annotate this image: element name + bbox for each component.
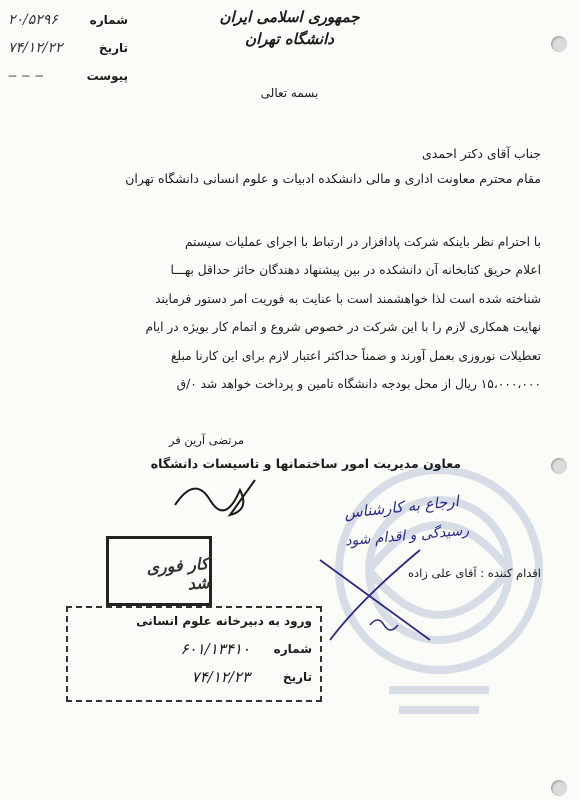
entry-number-label: شماره [273,642,312,656]
urgent-stamp [106,536,212,606]
body-line: با احترام نظر باینکه شرکت پادافزار در ارتباط با اجرای عملیات سیستم [184,235,541,249]
recipient-title: مقام محترم معاونت اداری و مالی دانشکده ادبیات و علوم انسانی دانشگاه تهران [125,171,541,186]
entry-number: ۶۰۱/۱۳۴۱۰ [180,640,250,658]
attachment-label: پیوست [86,69,128,83]
secretariat-entry-stamp [66,606,322,702]
punch-hole [551,780,567,796]
urgent-stamp-text: کار فوری شد [145,554,211,594]
number-label: شماره [89,13,128,27]
date-label: تاریخ [98,41,128,55]
entry-date: ۷۴/۱۲/۲۳ [191,668,250,686]
punch-hole [551,458,567,474]
entry-stamp-title: ورود به دبیرخانه علوم انسانی [136,614,312,628]
handwritten-note: رسیدگی و اقدام شود [344,522,470,550]
recipient-name: جناب آقای دکتر احمدی [422,146,541,161]
signatory-name: مرتضی آرین فر [168,433,244,447]
invocation: بسمه تعالی [260,86,319,100]
reference-block: شماره ۲۰/۵۲۹۶ تاریخ ۷۴/۱۲/۲۲ پیوست ‒ ‒ ‒ [8,6,128,90]
action-referral: اقدام کننده : آقای علی زاده [407,566,541,580]
number-value: ۲۰/۵۲۹۶ [8,12,58,28]
handwritten-strokes [300,540,450,650]
body-line: نهایت همکاری لازم را با این شرکت در خصوص شروع و اتمام کار بویژه در ایام [145,320,541,335]
body-line: تعطیلات نوروزی بعمل آورند و ضمناً حداکثر اعتبار لازم برای این کارنا مبلغ [170,348,541,363]
letter-body [39,228,541,398]
handwritten-note: ارجاع به کارشناس [343,492,460,522]
date-value: ۷۴/۱۲/۲۲ [8,40,63,56]
body-line: شناخته شده است لذا خواهشمند است با عنایت به فوریت امر دستور فرمایند [155,291,541,306]
signatory-title: معاون مدیریت امور ساختمانها و تاسیسات دانشگاه [150,456,461,471]
signature-scrawl [170,470,260,520]
letterhead-university: دانشگاه تهران [245,30,334,48]
body-line: ۱۵،۰۰۰،۰۰۰ ریال از محل بودجه دانشگاه تامین و پرداخت خواهد شد ۰/ق [176,377,541,392]
letterhead-country: جمهوری اسلامی ایران [219,8,360,26]
body-line: اعلام حریق کتابخانه آن دانشکده در بین پیشنهاد دهندگان حائز حداقل بهـــا [170,263,541,278]
entry-date-label: تاریخ [282,670,312,684]
